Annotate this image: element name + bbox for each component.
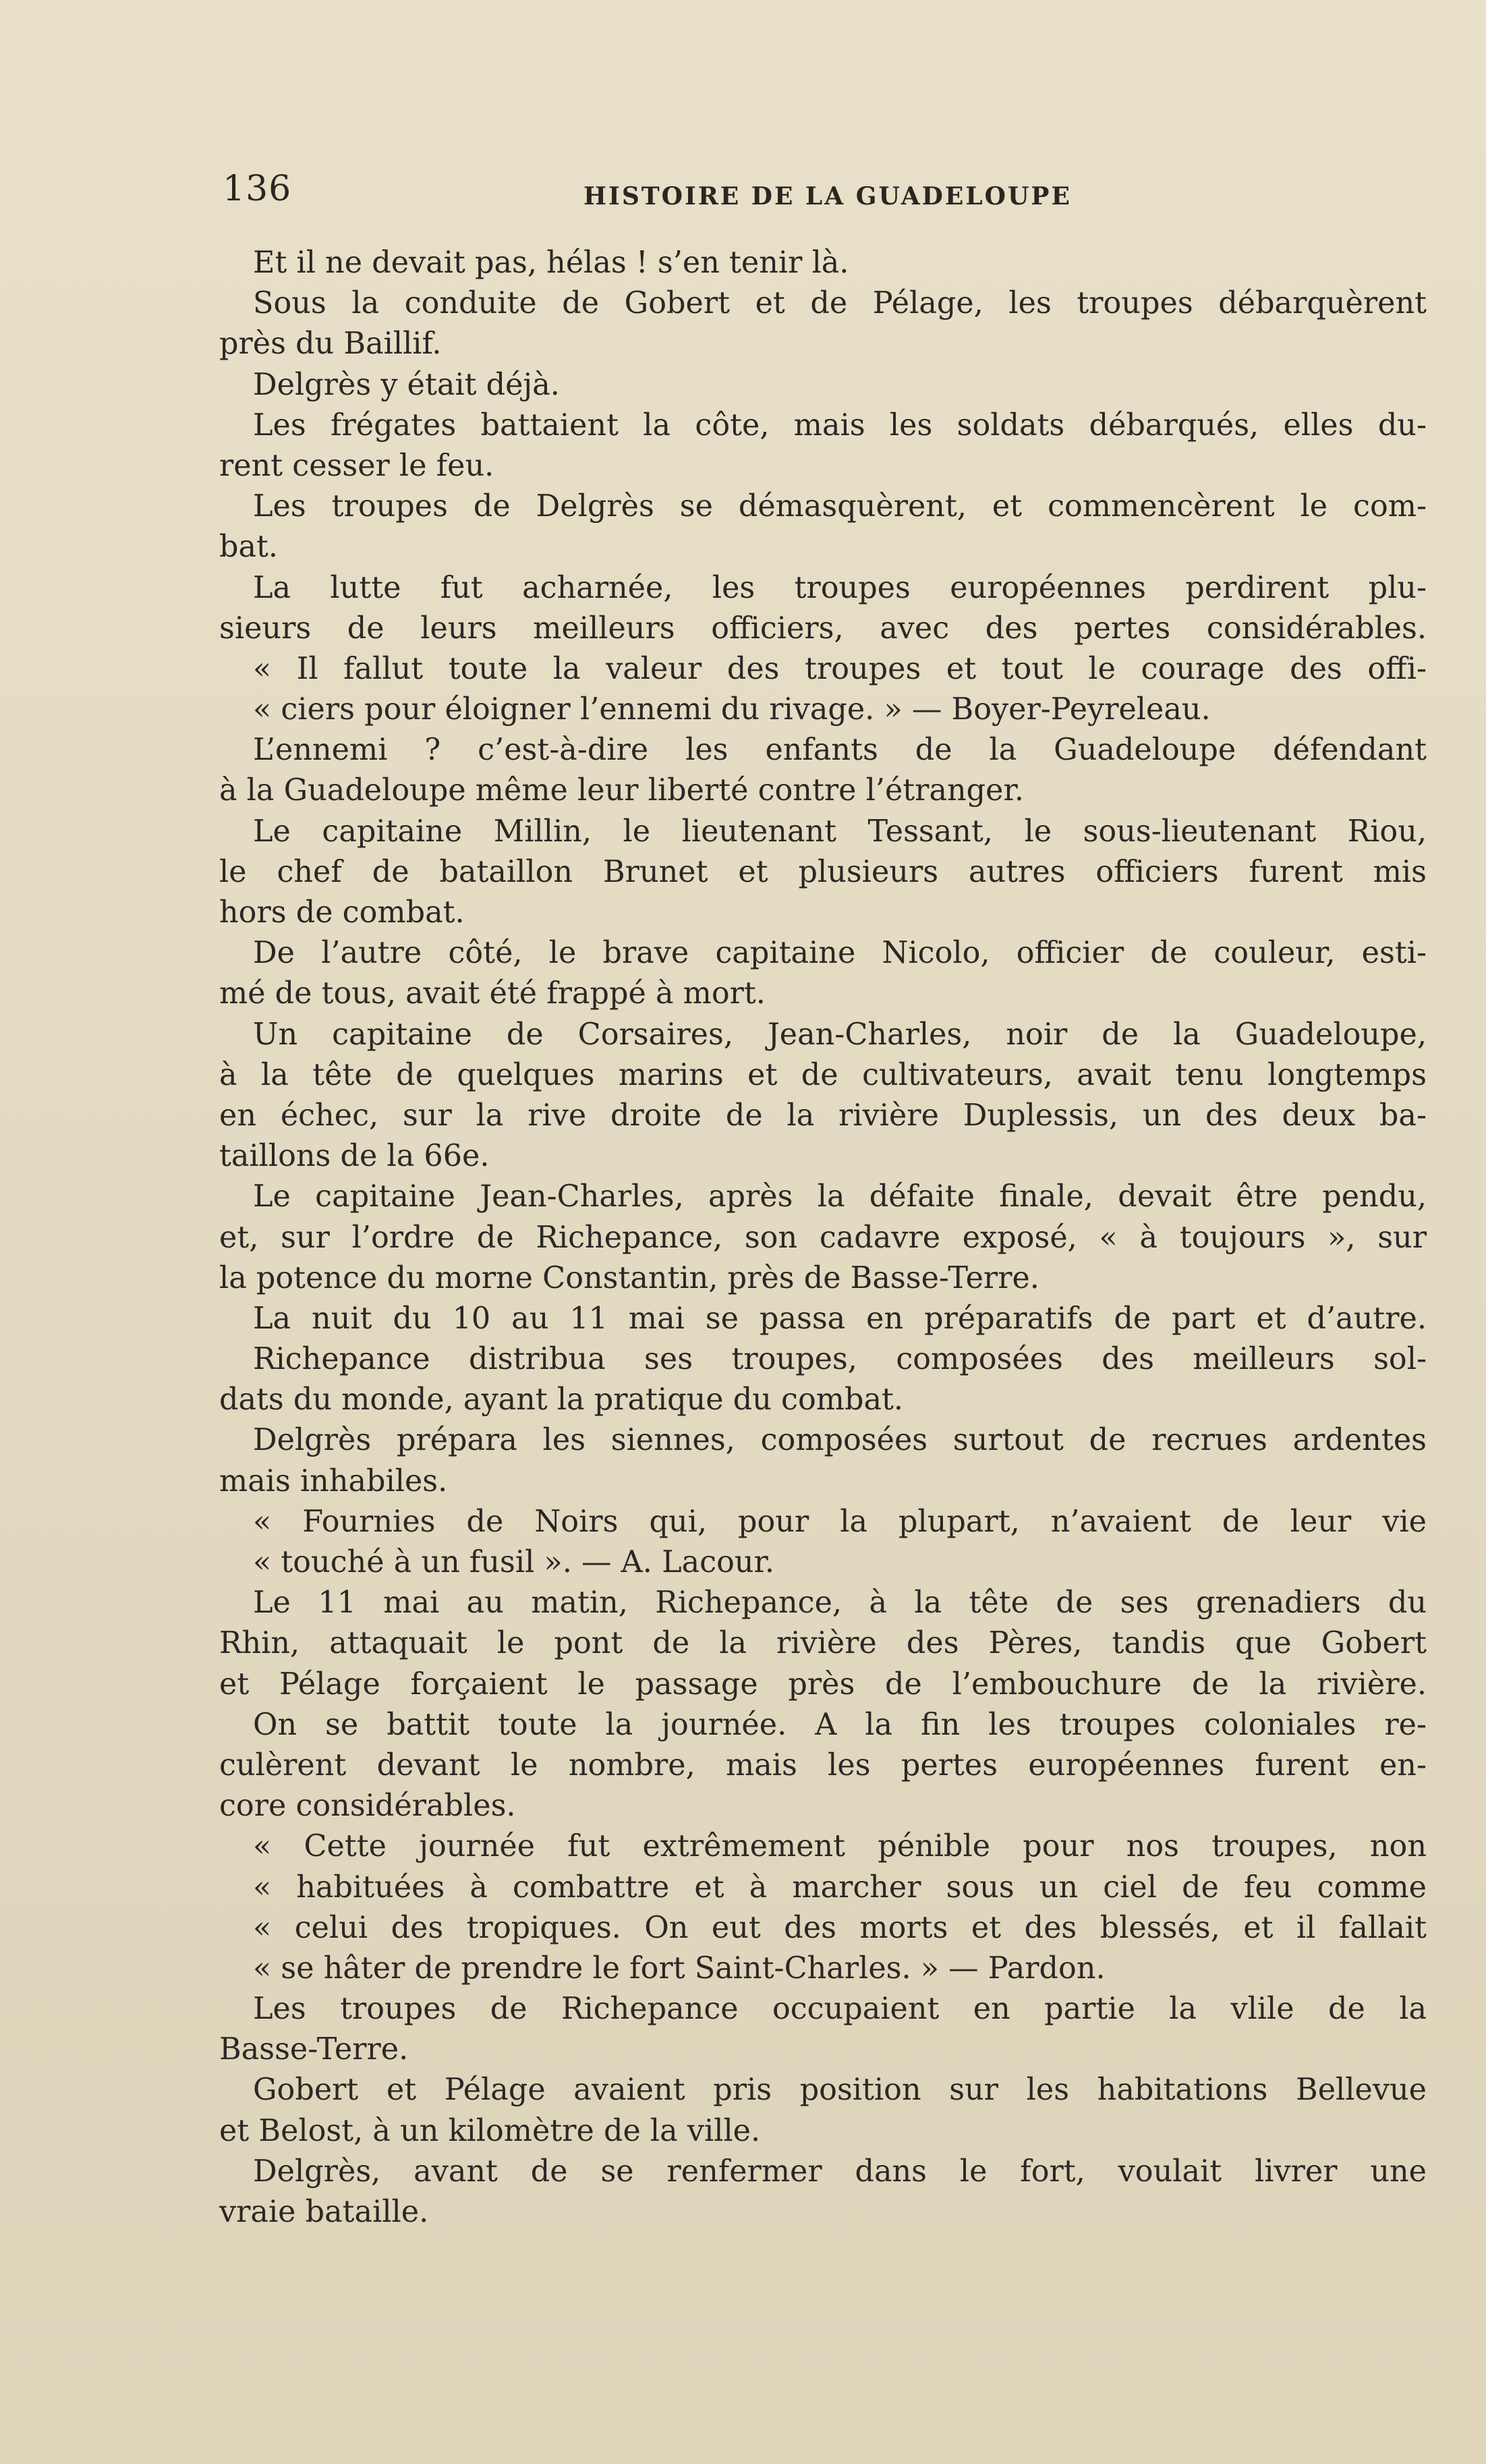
text-line: mais inhabiles.: [219, 1463, 448, 1499]
text-line: et Pélage forçaient le passage près de l’embouchure de la rivière.: [219, 1667, 1427, 1702]
running-title: HISTOIRE DE LA GUADELOUPE: [583, 182, 1072, 211]
text-line: Delgrès, avant de se renfermer dans le fort, voulait livrer une: [253, 2154, 1427, 2189]
page-header: [223, 169, 1423, 216]
text-line: « Cette journée fut extrêmement pénible pour nos troupes, non: [253, 1829, 1427, 1864]
page-number: 136: [223, 169, 292, 209]
body-text: [219, 243, 1427, 2233]
text-line: Delgrès prépara les siennes, composées surtout de recrues ardentes: [253, 1423, 1427, 1458]
text-line: rent cesser le feu.: [219, 448, 494, 483]
text-line: culèrent devant le nombre, mais les pertes européennes furent en-: [219, 1747, 1427, 1783]
text-line: vraie bataille.: [219, 2195, 429, 2229]
text-line: La lutte fut acharnée, les troupes européennes perdirent plu-: [253, 570, 1427, 605]
text-line: « celui des tropiques. On eut des morts et des blessés, et il fallait: [253, 1910, 1427, 1945]
text-line: Un capitaine de Corsaires, Jean-Charles, noir de la Guadeloupe,: [253, 1017, 1427, 1052]
text-line: Le capitaine Millin, le lieutenant Tessant, le sous-lieutenant Riou,: [253, 814, 1427, 849]
text-line: taillons de la 66e.: [219, 1139, 490, 1174]
text-line: et, sur l’ordre de Richepance, son cadavre exposé, « à toujours », sur: [219, 1220, 1427, 1255]
text-line: « touché à un fusil ». — A. Lacour.: [253, 1545, 775, 1579]
text-line: « se hâter de prendre le fort Saint-Charles. » — Pardon.: [253, 1951, 1106, 1986]
text-line: près du Baillif.: [219, 327, 442, 362]
text-line: la potence du morne Constantin, près de Basse-Terre.: [219, 1260, 1039, 1295]
text-line: Rhin, attaquait le pont de la rivière des Pères, tandis que Gobert: [219, 1626, 1427, 1661]
text-line: Et il ne devait pas, hélas ! s’en tenir là.: [253, 246, 849, 280]
text-line: hors de combat.: [219, 895, 465, 930]
text-line: « habituées à combattre et à marcher sous un ciel de feu comme: [253, 1870, 1427, 1905]
text-line: Basse-Terre.: [219, 2032, 409, 2067]
text-line: Les troupes de Delgrès se démasquèrent, et commencèrent le com-: [253, 489, 1427, 524]
text-line: « Il fallut toute la valeur des troupes et tout le courage des offi-: [253, 651, 1427, 686]
text-line: La nuit du 10 au 11 mai se passa en préparatifs de part et d’autre.: [253, 1301, 1427, 1336]
text-line: mé de tous, avait été frappé à mort.: [219, 976, 766, 1011]
text-line: sieurs de leurs meilleurs officiers, avec des pertes considérables.: [219, 611, 1427, 646]
text-line: Sous la conduite de Gobert et de Pélage, les troupes débarquèrent: [253, 286, 1427, 321]
text-line: bat.: [219, 530, 279, 565]
text-line: à la tête de quelques marins et de cultivateurs, avait tenu longtemps: [219, 1057, 1427, 1092]
text-line: « ciers pour éloigner l’ennemi du rivage. » — Boyer-Peyreleau.: [253, 692, 1211, 727]
text-line: dats du monde, ayant la pratique du combat.: [219, 1382, 904, 1418]
text-line: Delgrès y était déjà.: [253, 367, 560, 402]
text-line: « Fournies de Noirs qui, pour la plupart, n’avaient de leur vie: [253, 1504, 1427, 1539]
text-line: Les troupes de Richepance occupaient en partie la vlile de la: [253, 1992, 1427, 2027]
text-line: Richepance distribua ses troupes, composées des meilleurs sol-: [253, 1342, 1427, 1377]
text-line: Le capitaine Jean-Charles, après la défaite finale, devait être pendu,: [253, 1179, 1427, 1214]
text-line: core considérables.: [219, 1789, 516, 1824]
text-line: Le 11 mai au matin, Richepance, à la tête de ses grenadiers du: [253, 1586, 1427, 1621]
text-line: Les frégates battaient la côte, mais les soldats débarqués, elles du-: [253, 408, 1427, 443]
text-line: L’ennemi ? c’est-à-dire les enfants de la Guadeloupe défendant: [253, 733, 1427, 768]
text-line: à la Guadeloupe même leur liberté contre l’étranger.: [219, 773, 1024, 808]
text-line: De l’autre côté, le brave capitaine Nicolo, officier de couleur, esti-: [253, 936, 1427, 971]
text-line: On se battit toute la journée. A la fin les troupes coloniales re-: [253, 1707, 1427, 1742]
text-line: le chef de bataillon Brunet et plusieurs autres officiers furent mis: [219, 854, 1427, 889]
text-line: en échec, sur la rive droite de la rivière Duplessis, un des deux ba-: [219, 1098, 1427, 1133]
text-line: et Belost, à un kilomètre de la ville.: [219, 2113, 761, 2148]
text-line: Gobert et Pélage avaient pris position sur les habitations Bellevue: [253, 2073, 1427, 2108]
